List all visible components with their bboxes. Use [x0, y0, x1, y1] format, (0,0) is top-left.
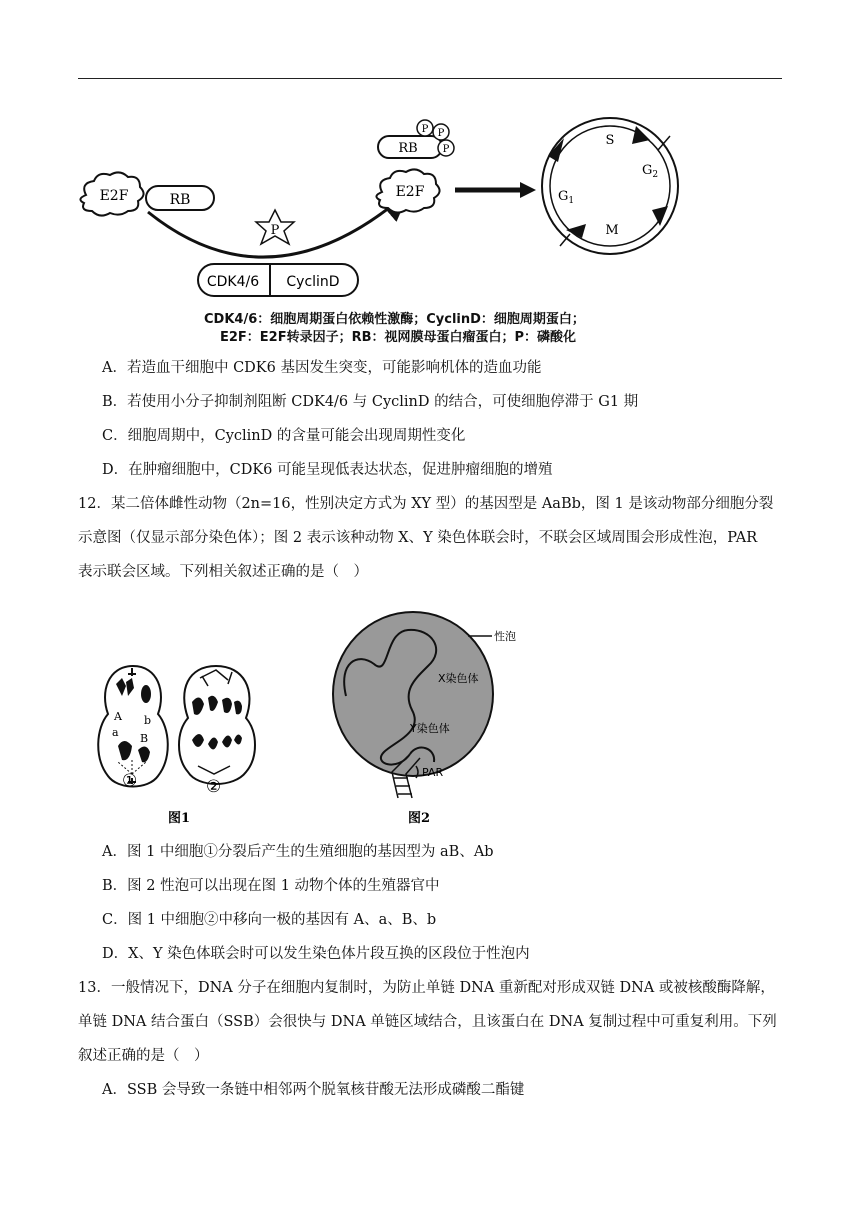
star-p-label: P	[270, 223, 280, 238]
phase-s-label: S	[605, 133, 615, 148]
q13-stem-line3: 叙述正确的是（ ）	[78, 1048, 209, 1064]
q12-option-d: D．X、Y 染色体联会时可以发生染色体片段互换的区段位于性泡内	[102, 946, 530, 962]
sex-body-label: 性泡	[494, 630, 516, 643]
p-label-2: P	[437, 128, 445, 139]
phase-g1-label: $G_1$	[558, 189, 575, 206]
q11-option-b: B．若使用小分子抑制剂阻断 CDK4/6 与 CyclinD 的结合，可使细胞停滞于 G1 期	[102, 394, 639, 410]
q11-option-d: D．在肿瘤细胞中，CDK6 可能呈现低表达状态，促进肿瘤细胞的增殖	[102, 462, 553, 478]
rb-left-label: RB	[169, 192, 191, 208]
header-rule	[78, 78, 782, 79]
gene-label-B: B	[140, 732, 149, 745]
phase-g2-label: $G_2$	[642, 163, 659, 180]
figure1-caption: 图1	[168, 811, 191, 826]
e2f-left-label: E2F	[99, 188, 129, 204]
gene-label-a: a	[112, 726, 119, 739]
diagram1-legend-line2: E2F：E2F转录因子；RB：视网膜母蛋白瘤蛋白；P：磷酸化	[220, 330, 577, 345]
cell2-label: ②	[206, 777, 222, 797]
cell-cycle-regulation-diagram	[70, 100, 710, 310]
q12-option-c: C．图 1 中细胞②中移向一极的基因有 A、a、B、b	[102, 912, 437, 928]
cell1-label: ①	[122, 771, 138, 791]
gene-label-A: A	[114, 710, 122, 723]
q12-stem-line2: 示意图（仅显示部分染色体）；图 2 表示该种动物 X、Y 染色体联会时，不联会区域周围会形成性泡，PAR	[78, 530, 758, 546]
figure2-sex-body	[328, 602, 548, 832]
phase-m-label: M	[605, 223, 619, 238]
q12-stem-line3: 表示联会区域。下列相关叙述正确的是（ ）	[78, 564, 368, 580]
y-chromosome-label: Y染色体	[410, 722, 450, 735]
gene-label-b: b	[144, 714, 152, 727]
p-label-3: P	[442, 144, 450, 155]
q13-option-a: A．SSB 会导致一条链中相邻两个脱氧核苷酸无法形成磷酸二酯键	[102, 1082, 525, 1098]
cdk-label: CDK4/6	[206, 274, 260, 290]
e2f-right-label: E2F	[395, 184, 425, 200]
q12-stem-line1: 12．某二倍体雌性动物（2n=16，性别决定方式为 XY 型）的基因型是 AaBb，图 1 是该动物部分细胞分裂	[78, 496, 774, 512]
q12-option-b: B．图 2 性泡可以出现在图 1 动物个体的生殖器官中	[102, 878, 440, 894]
q13-stem-line2: 单链 DNA 结合蛋白（SSB）会很快与 DNA 单链区域结合，且该蛋白在 DNA 复制过程中可重复利用。下列	[78, 1014, 777, 1030]
q12-option-a: A．图 1 中细胞①分裂后产生的生殖细胞的基因型为 aB、Ab	[102, 844, 494, 860]
x-chromosome-label: X染色体	[438, 672, 479, 685]
q11-option-a: A．若造血干细胞中 CDK6 基因发生突变，可能影响机体的造血功能	[102, 360, 542, 376]
figure2-caption: 图2	[408, 811, 431, 826]
q11-option-c: C．细胞周期中，CyclinD 的含量可能会出现周期性变化	[102, 428, 466, 444]
par-label: PAR	[422, 766, 444, 779]
q13-stem-line1: 13．一般情况下，DNA 分子在细胞内复制时，为防止单链 DNA 重新配对形成双链 DNA 或被核酸酶降解，	[78, 980, 775, 996]
diagram1-legend-line1: CDK4/6：细胞周期蛋白依赖性激酶；CyclinD：细胞周期蛋白；	[204, 312, 585, 327]
figure1-cell-division	[88, 662, 268, 832]
cyclin-label: CyclinD	[286, 274, 340, 290]
p-label-1: P	[421, 124, 429, 135]
rb-top-label: RB	[398, 141, 418, 156]
